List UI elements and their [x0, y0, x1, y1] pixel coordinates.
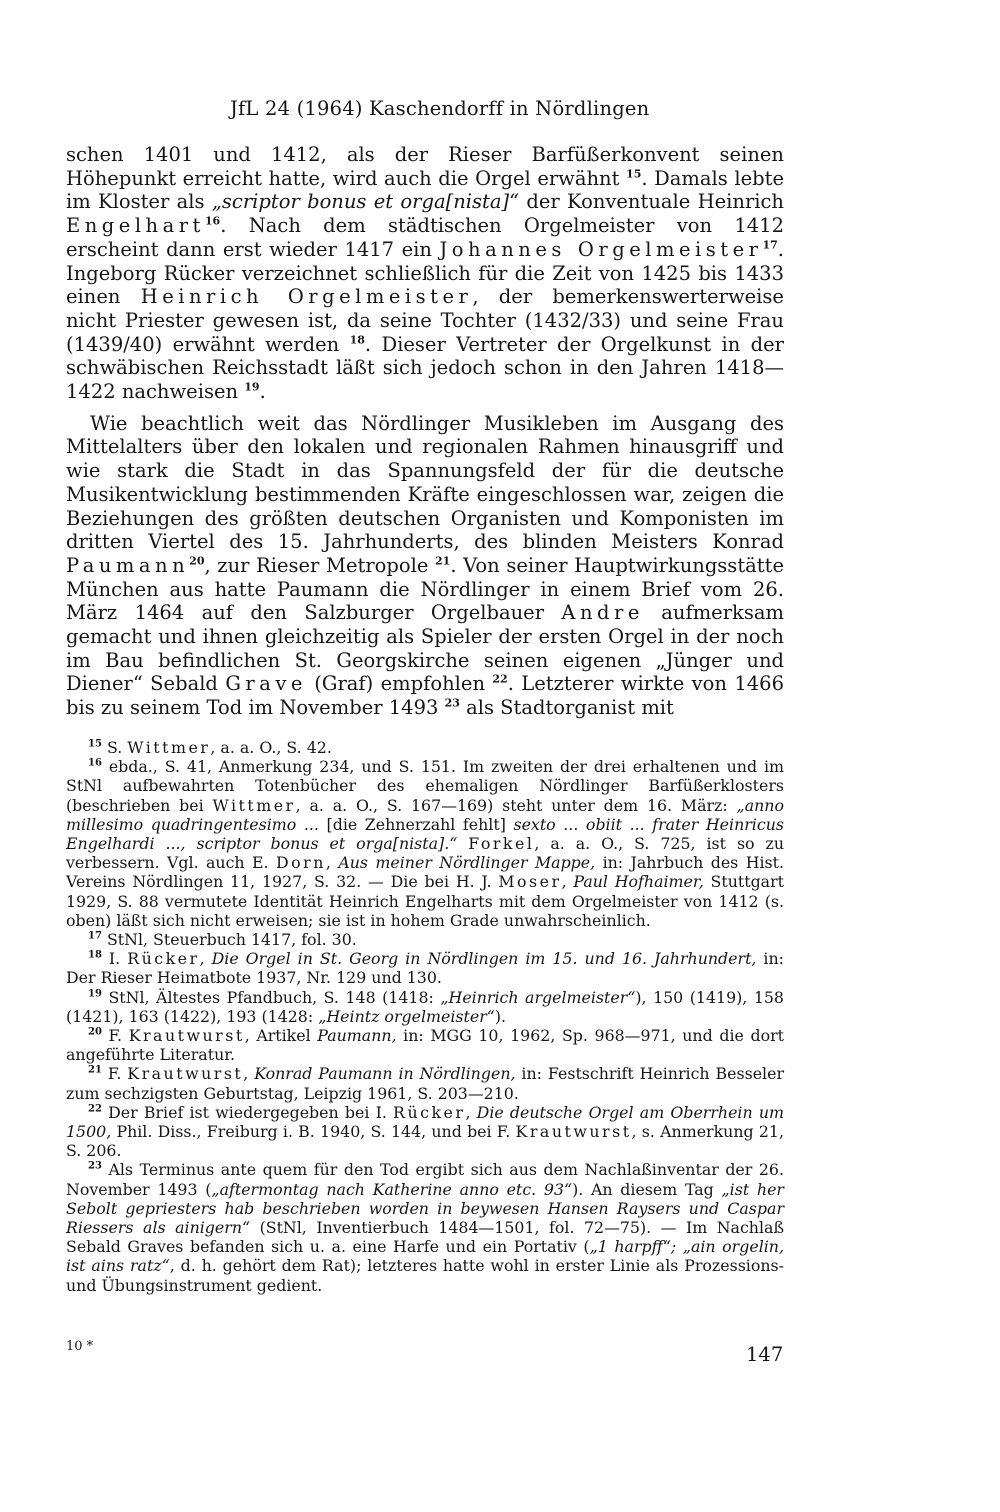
text-run	[457, 834, 468, 853]
paragraph-2	[66, 412, 784, 720]
spaced-name-johannes-orgelmeister: Johannes Orgelmeister	[439, 237, 763, 261]
text-run: ,	[465, 1102, 477, 1122]
text-run: der Konventuale Heinrich	[519, 190, 784, 214]
quote: „Heinrich argelmeister“	[440, 987, 636, 1007]
footnotes	[66, 738, 784, 1295]
book-title: Aus meiner Nördlinger Mappe,	[338, 853, 596, 873]
footnote-number: 16	[88, 757, 102, 769]
text-run: ). An diesem Tag	[572, 1179, 722, 1199]
spaced-author: Dorn	[275, 853, 326, 873]
footnote-23	[66, 1160, 784, 1294]
text-run: F.	[108, 1026, 129, 1046]
text-run: F.	[107, 1064, 128, 1084]
quote: „ist her Sebolt gepriesters hab beschrieben worden in beywesen Hansen Raysers und Caspar Riessers als ainigern“	[66, 1179, 784, 1238]
text-run: , d. h. gehört dem Rat); letzteres hatte wohl in erster Linie als Prozessions- und Übungsinstrument gedient.	[66, 1256, 784, 1295]
text-run: , a. a. O., S. 42.	[210, 738, 332, 757]
spaced-author: Krautwurst	[127, 1064, 244, 1084]
footnote-ref-20: 20	[189, 554, 205, 568]
text-run: Wie beachtlich weit das Nördlinger Musikleben im Ausgang des Mittelalters über den lokalen und regionalen Rahmen hinausgriff und wie stark die Stadt in das Spannungsfeld der für die deutsche Musikentwicklung bestimmenden Kräfte eingeschlossen war, zeigen die Beziehungen des größten deutschen Organisten und Komponisten im dritten Viertel des 15. Jahrhunderts, des blinden Meisters Konrad	[66, 411, 784, 554]
text-run: . Nach dem städtischen Orgelmeister von 1412 erscheint dann erst wieder 1417 ein	[66, 214, 784, 261]
text-run: ebda., S. 41, Anmerkung 234, und S. 151. Im zweiten der drei erhaltenen und im StNl aufbewahrten Totenbücher des ehemaligen Nördlinger Barfüßerklosters (beschrieben bei	[66, 757, 784, 815]
book-title: Die Orgel in St. Georg in Nördlingen im 15. und 16. Jahrhundert,	[211, 949, 757, 969]
text-run: ,	[199, 949, 212, 969]
footnote-number: 20	[88, 1026, 102, 1038]
spaced-name-engelhart: Engelhart	[66, 214, 205, 238]
text-run: . Dieser Vertreter der Orgelkunst in der schwäbischen Reichsstadt läßt sich jedoch schon in den Jahren 1418—1422 nachweisen	[66, 332, 784, 404]
latin-quote: „anno millesimo quadringentesimo ...	[66, 795, 784, 834]
spaced-author: Krautwurst	[515, 1122, 632, 1142]
text-run: schen 1401 und 1412, als der Rieser Barfüßerkonvent seinen Höhepunkt erreicht hatte, wird auch die Orgel erwähnt	[66, 143, 784, 190]
text-run: StNl, Steuerbuch 1417, fol. 30.	[106, 930, 357, 950]
text-run: Stuttgart 1929, S. 88 vermutete Identität Heinrich Engelharts mit dem Orgelmeister von 1412 (s. oben) läßt sich nicht erweisen; sie ist in hohem Grade unwahrscheinlich.	[66, 872, 784, 930]
main-text	[66, 143, 784, 720]
footnote-number: 23	[88, 1161, 102, 1173]
text-run: Der Brief ist wiedergegeben bei I.	[108, 1102, 394, 1122]
text-run: Als Terminus ante quem für den Tod ergibt sich aus dem Nachlaßinventar der 26. November 1493 (	[66, 1160, 784, 1199]
text-run: in: Jahrbuch des Hist. Vereins Nördlingen 11, 1927, S. 32. — Die bei H. J.	[66, 853, 784, 892]
footnote-ref-18: 18	[349, 333, 365, 347]
text-run: Phil. Diss., Freiburg i. B. 1940, S. 144, und bei F.	[111, 1122, 516, 1142]
footnote-ref-23: 23	[444, 696, 460, 710]
spaced-author: Wittmer	[212, 795, 296, 815]
footnote-21	[66, 1064, 784, 1102]
spaced-author: Rücker	[127, 949, 200, 969]
page-number: 147	[746, 1343, 784, 1366]
text-run: in: MGG 10, 1962, Sp. 968—971, und die dort angeführte Literatur.	[66, 1026, 784, 1065]
book-title: Paul Hofhaimer,	[573, 872, 704, 892]
footnote-16	[66, 757, 784, 930]
quote: „1 harpff“; „ain orgelin, ist ains ratz“	[66, 1237, 784, 1276]
book-title: Die deutsche Orgel am Oberrhein um 1500,	[66, 1102, 784, 1142]
article-title: Paumann,	[317, 1026, 397, 1046]
text-run: I.	[108, 949, 128, 969]
paragraph-1	[66, 143, 784, 404]
text-run: S.	[106, 738, 128, 757]
footnote-ref-21: 21	[435, 554, 451, 568]
latin-quote: „scriptor bonus et orga[nista]“	[211, 190, 520, 214]
text-run: , der bemerkenswerterweise nicht Priester gewesen ist, da seine Tochter (1432/33) und seine Frau (1439/40) erwähnt werden	[66, 285, 784, 356]
footnote-number: 15	[88, 738, 102, 750]
text-run: (StNl, Inventierbuch 1484—1501, fol. 72—75). — Im Nachlaß Sebald Graves befanden sich u. a. eine Harfe und ein Portativ (	[66, 1218, 784, 1257]
text-run: aufmerksam gemacht und ihnen gleichzeitig als Spieler der ersten Orgel in der noch im Bau befindlichen St. Georgskirche seinen eigenen „Jünger und Diener“ Sebald	[66, 601, 784, 696]
footnote-number: 19	[88, 988, 102, 1000]
text-run: StNl, Ältestes Pfandbuch, S. 148 (1418:	[108, 987, 441, 1007]
text-run: ,	[243, 1064, 255, 1084]
footnote-number: 21	[88, 1065, 102, 1077]
spaced-name-andre: Andre	[561, 601, 644, 625]
quote: „aftermontag nach Katherine anno etc. 93“	[211, 1179, 573, 1199]
footnote-ref-17: 17	[762, 238, 778, 252]
text-run: ,	[561, 872, 574, 892]
running-head: JfL 24 (1964) Kaschendorff in Nördlingen	[230, 97, 650, 120]
text-run: als Stadtorganist mit	[459, 696, 674, 720]
footnote-17	[66, 930, 784, 949]
footnote-number: 22	[88, 1103, 102, 1115]
quote: „Heintz orgelmeister“	[318, 1006, 495, 1026]
footnote-ref-15: 15	[626, 167, 642, 181]
footnote-ref-22: 22	[492, 672, 508, 686]
text-run: ,	[325, 853, 339, 873]
footnote-15	[66, 738, 784, 757]
text-run: in: Festschrift Heinrich Besseler zum sechzigsten Geburtstag, Leipzig 1961, S. 203—210.	[66, 1064, 784, 1103]
text-run: , zur Rieser Metropole	[204, 553, 435, 577]
spaced-name-heinrich-orgelmeister: Heinrich Orgelmeister	[140, 285, 473, 309]
text-run: . Ingeborg Rücker verzeichnet schließlich für die Zeit von 1425 bis 1433 einen	[66, 237, 784, 309]
text-run: , a. a. O., S. 725, ist so zu verbessern. Vgl. auch E.	[66, 834, 785, 873]
text-run: ).	[494, 1006, 507, 1026]
footnote-18	[66, 949, 784, 987]
spaced-author: Moser	[498, 872, 562, 892]
text-run: .	[259, 380, 266, 404]
spaced-author: Forkel	[468, 834, 535, 854]
spaced-name-paumann: Paumann	[66, 553, 190, 577]
text-run: . Letzterer wirkte von 1466 bis zu seinem Tod im November 1493	[66, 672, 784, 720]
footnote-ref-19: 19	[244, 380, 260, 394]
text-run: [die Zehnerzahl fehlt]	[318, 814, 514, 834]
article-title: Konrad Paumann in Nördlingen,	[254, 1064, 516, 1084]
text-run: , Artikel	[244, 1026, 318, 1046]
latin-quote: sexto ... obiit ... frater Heinricus Engelhardi ..., scriptor bonus et orga[nista].“	[66, 814, 784, 854]
footnote-22	[66, 1103, 784, 1161]
text-run: in: Der Rieser Heimatbote 1937, Nr. 129 und 130.	[66, 949, 784, 988]
spaced-author: Rücker	[393, 1102, 466, 1122]
spaced-name-grave: Grave	[225, 672, 307, 696]
spaced-author: Wittmer	[127, 738, 211, 757]
text-run: , a. a. O., S. 167—169) steht unter dem 16. März:	[295, 795, 737, 815]
text-run: . Von seiner Hauptwirkungsstätte München aus hatte Paumann die Nördlinger in einem Brief vom 26. März 1464 auf den Salzburger Orgelbauer	[66, 553, 784, 625]
footnote-number: 17	[88, 930, 102, 942]
text-run: (Graf) empfohlen	[306, 672, 493, 696]
text-run: ), 150 (1419), 158 (1421), 163 (1422), 193 (1428:	[66, 987, 784, 1026]
text-run: . Damals lebte im Kloster als	[66, 166, 784, 214]
footnote-20	[66, 1026, 784, 1064]
footnote-ref-16: 16	[204, 214, 221, 228]
footnote-number: 18	[88, 949, 102, 961]
footnote-19	[66, 988, 784, 1026]
text-run: , s. Anmerkung 21, S. 206.	[66, 1122, 784, 1161]
spaced-author: Krautwurst	[128, 1026, 245, 1046]
signature-mark: 10 *	[66, 1339, 94, 1354]
